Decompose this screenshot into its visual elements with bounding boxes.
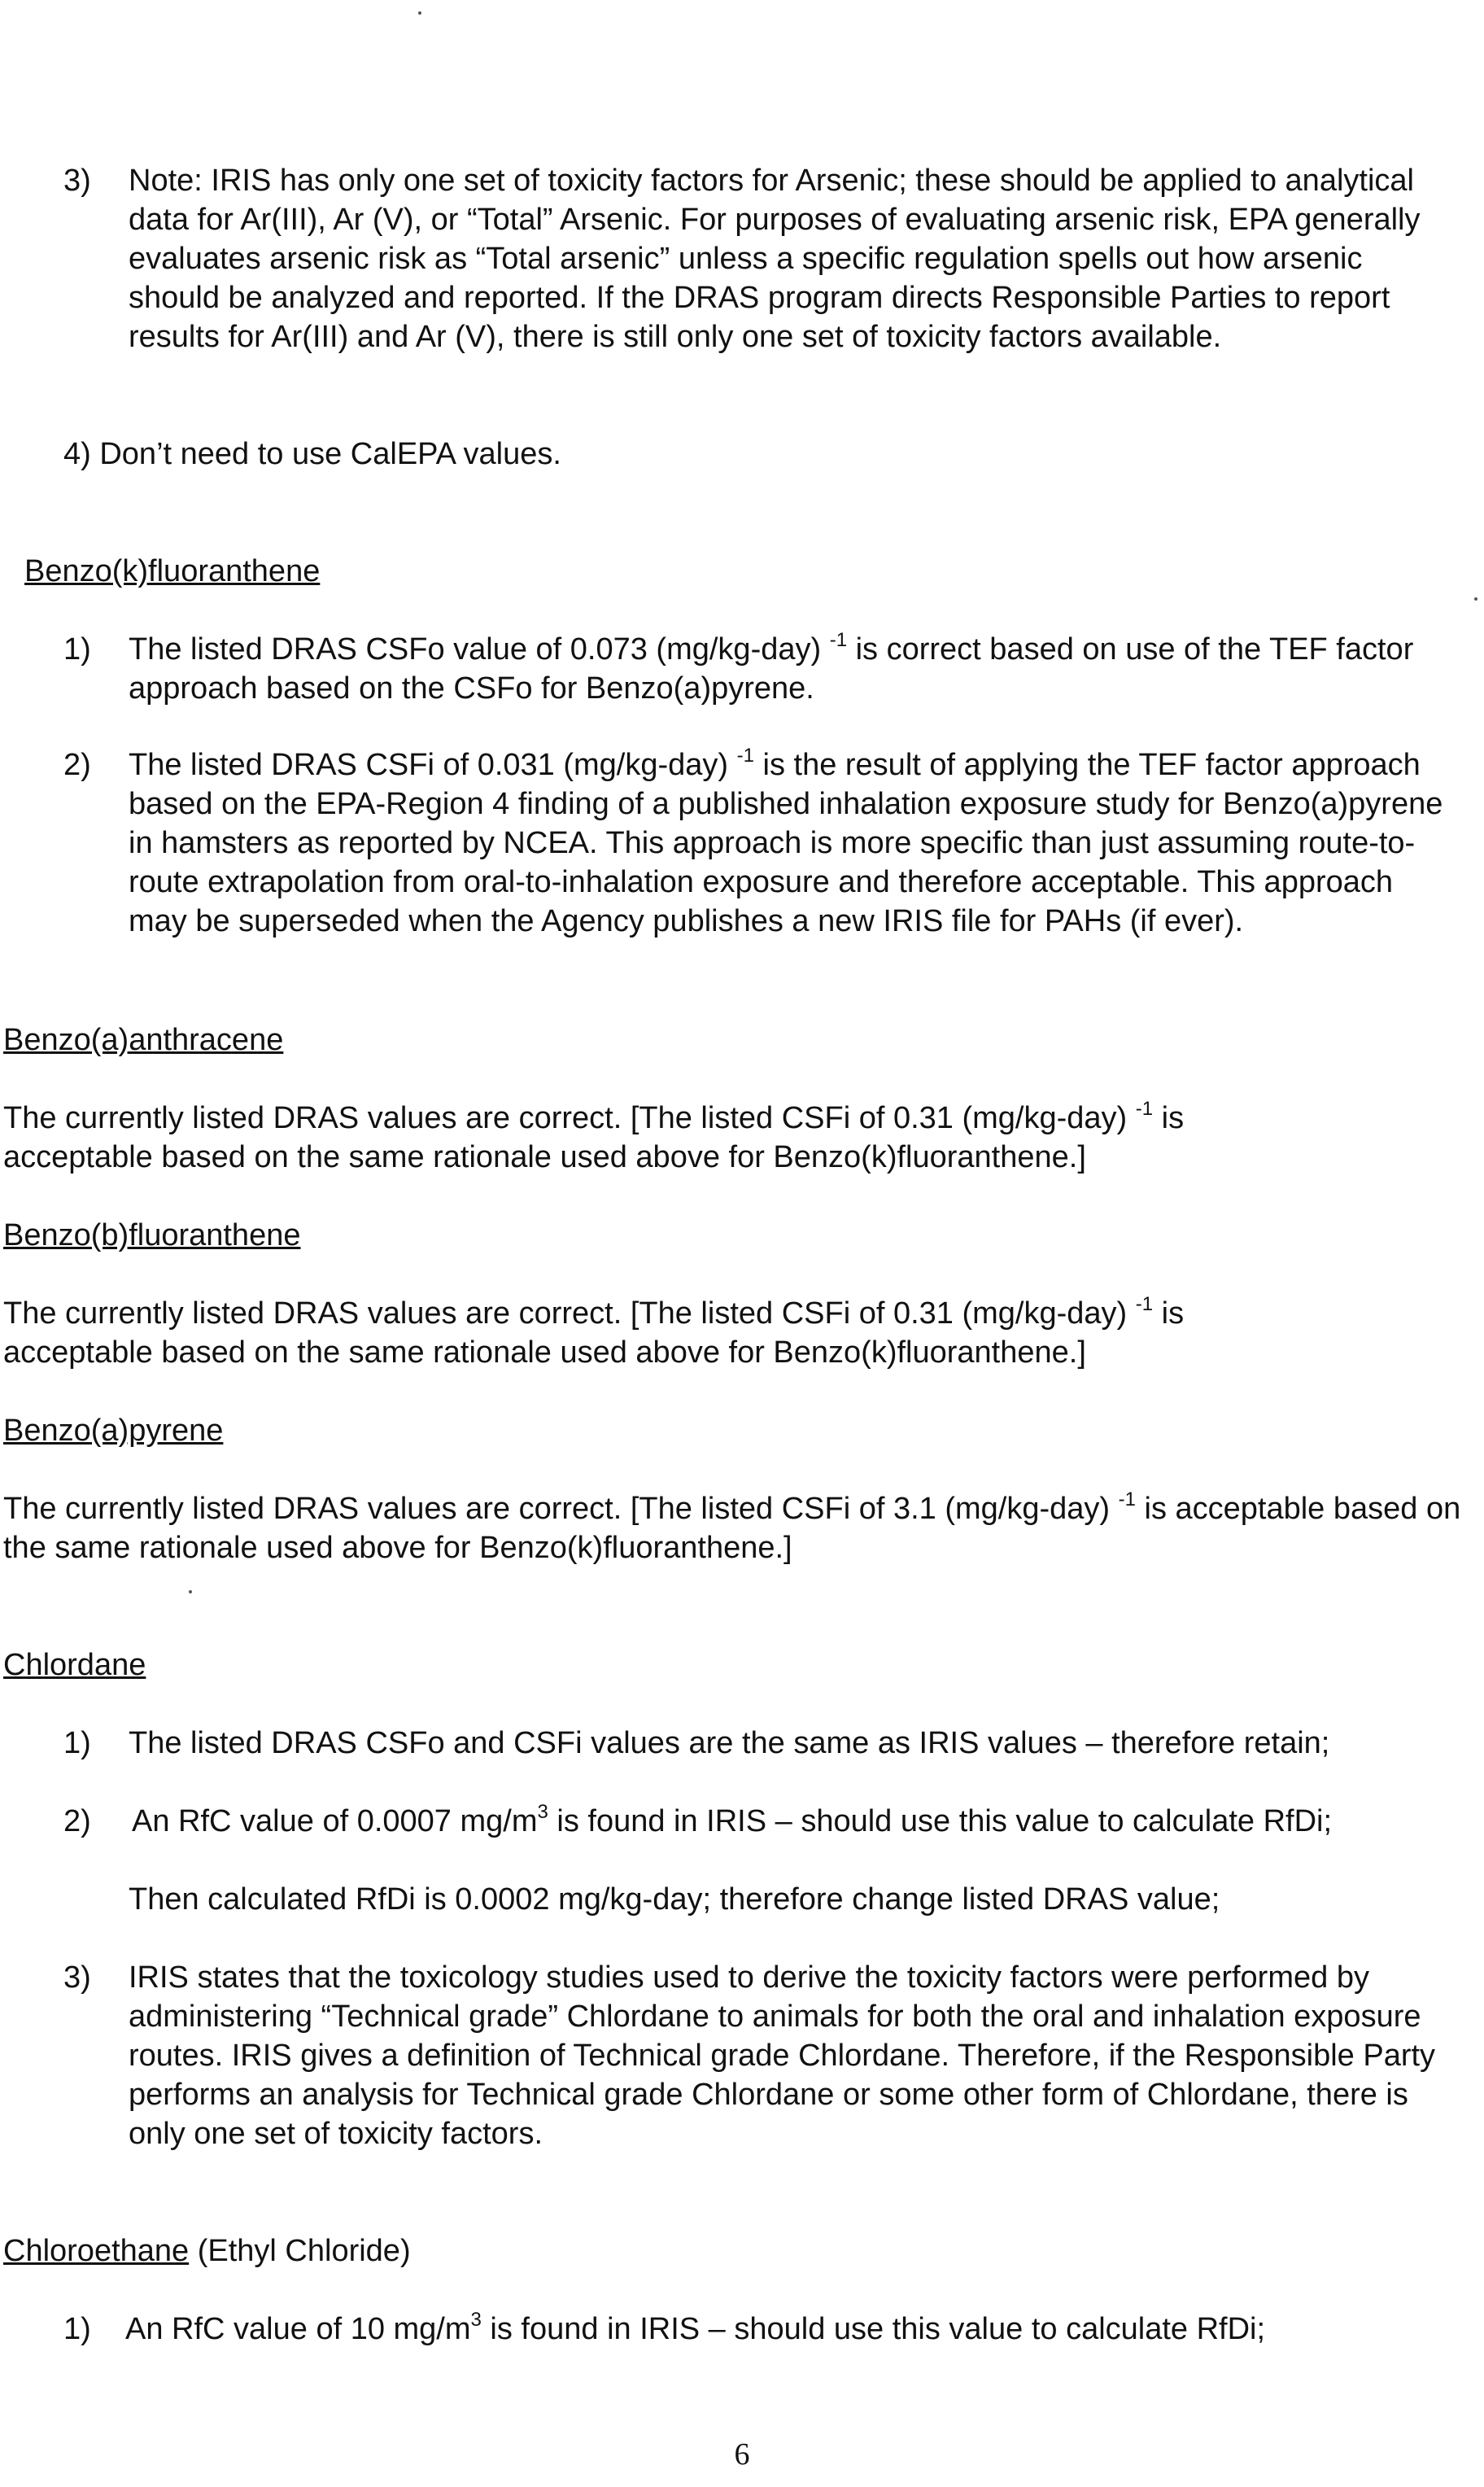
- section-heading-benzo-k-fluoranthene: Benzo(k)fluoranthene: [24, 554, 321, 588]
- list-number: 2): [63, 748, 91, 782]
- section-heading-chloroethane: Chloroethane (Ethyl Chloride): [3, 2234, 411, 2268]
- scan-speck: [1474, 597, 1477, 601]
- bkf-item-2-text: The listed DRAS CSFi of 0.031 (mg/kg-day) $^{-1}$ is the result of applying the TEF factor approach based on the EPA-Region 4 finding of a published inhalation exposure study for Benzo(a)pyrene in hamsters as reported by NCEA. This approach is more specific than just assuming route-to-route extrapolation from oral-to-inhalation exposure and therefore acceptable. This approach may be superseded when the Agency publishes a new IRIS file for PAHs (if ever).: [129, 745, 1443, 938]
- page-number: 6: [734, 2437, 750, 2472]
- bbf-paragraph: The currently listed DRAS values are correct. [The listed CSFi of 0.31 (mg/kg-day) $^{-1}$ is acceptable based on the same rationale used above for Benzo(k)fluoranthene.]: [3, 1293, 1185, 1370]
- list-number: 1): [63, 2312, 91, 2346]
- bap-paragraph: The currently listed DRAS values are correct. [The listed CSFi of 3.1 (mg/kg-day) $^{-1}$ is acceptable based on the same rationale used above for Benzo(k)fluoranthene.]: [3, 1488, 1461, 1565]
- list-number: 2): [63, 1804, 91, 1838]
- chlordane-item-2-text: An RfC value of 0.0007 $mg/m^3$ is found in IRIS – should use this value to calculate RfDi;: [132, 1801, 1333, 1838]
- arsenic-note-3-text: Note: IRIS has only one set of toxicity factors for Arsenic; these should be applied to analytical data for Ar(III), Ar (V), or “Total” Arsenic. For purposes of evaluating arsenic risk, EPA generally evaluates arsenic risk as “Total arsenic” unless a specific regulation spells out how arsenic should be analyzed and reported. If the DRAS program directs Responsible Parties to report results for Ar(III) and Ar (V), there is still only one set of toxicity factors available.: [129, 164, 1421, 354]
- arsenic-note-4-text: Don’t need to use CalEPA values.: [99, 437, 561, 471]
- chlordane-item-2: [63, 1802, 1479, 1841]
- chloroethane-item-1-text: An RfC value of 10 $mg/m^3$ is found in IRIS – should use this value to calculate RfDi;: [125, 2309, 1266, 2346]
- chlordane-item-1: [63, 1724, 1479, 1763]
- list-number: 4): [63, 437, 91, 471]
- list-number: 3): [63, 1960, 91, 1995]
- list-number: 3): [63, 164, 91, 198]
- chloroethane-item-1: [63, 2310, 1479, 2349]
- scan-speck: [418, 11, 421, 15]
- chlordane-item-3-text: IRIS states that the toxicology studies used to derive the toxicity factors were performed by administering “Technical grade” Chlordane to animals for both the oral and inhalation exposure routes. IRIS gives a definition of Technical grade Chlordane. Therefore, if the Responsible Party performs an analysis for Technical grade Chlordane or some other form of Chlordane, there is only one set of toxicity factors.: [129, 1960, 1436, 2151]
- scan-speck: [189, 1590, 192, 1593]
- list-number: 1): [63, 1726, 91, 1760]
- bkf-item-1-text: The listed DRAS CSFo value of 0.073 (mg/kg-day) $^{-1}$ is correct based on use of the TEF factor approach based on the CSFo for Benzo(a)pyrene.: [129, 629, 1414, 706]
- section-heading-benzo-a-anthracene: Benzo(a)anthracene: [3, 1023, 284, 1057]
- arsenic-note-4: [63, 435, 1447, 474]
- chlordane-item-2-continuation: Then calculated RfDi is 0.0002 mg/kg-day; therefore change listed DRAS value;: [129, 1882, 1220, 1917]
- bkf-item-1: [63, 630, 1463, 708]
- section-heading-benzo-b-fluoranthene: Benzo(b)fluoranthene: [3, 1218, 301, 1252]
- baa-paragraph: The currently listed DRAS values are correct. [The listed CSFi of 0.31 (mg/kg-day) $^{-1}$ is acceptable based on the same rationale used above for Benzo(k)fluoranthene.]: [3, 1098, 1185, 1174]
- chlordane-item-1-text: The listed DRAS CSFo and CSFi values are the same as IRIS values – therefore retain;: [129, 1726, 1330, 1760]
- section-heading-chlordane: Chlordane: [3, 1648, 146, 1682]
- list-number: 1): [63, 632, 91, 667]
- bkf-item-2: [63, 745, 1447, 941]
- chlordane-item-3: [63, 1958, 1463, 2153]
- arsenic-note-3: [63, 161, 1447, 356]
- section-heading-benzo-a-pyrene: Benzo(a)pyrene: [3, 1414, 224, 1448]
